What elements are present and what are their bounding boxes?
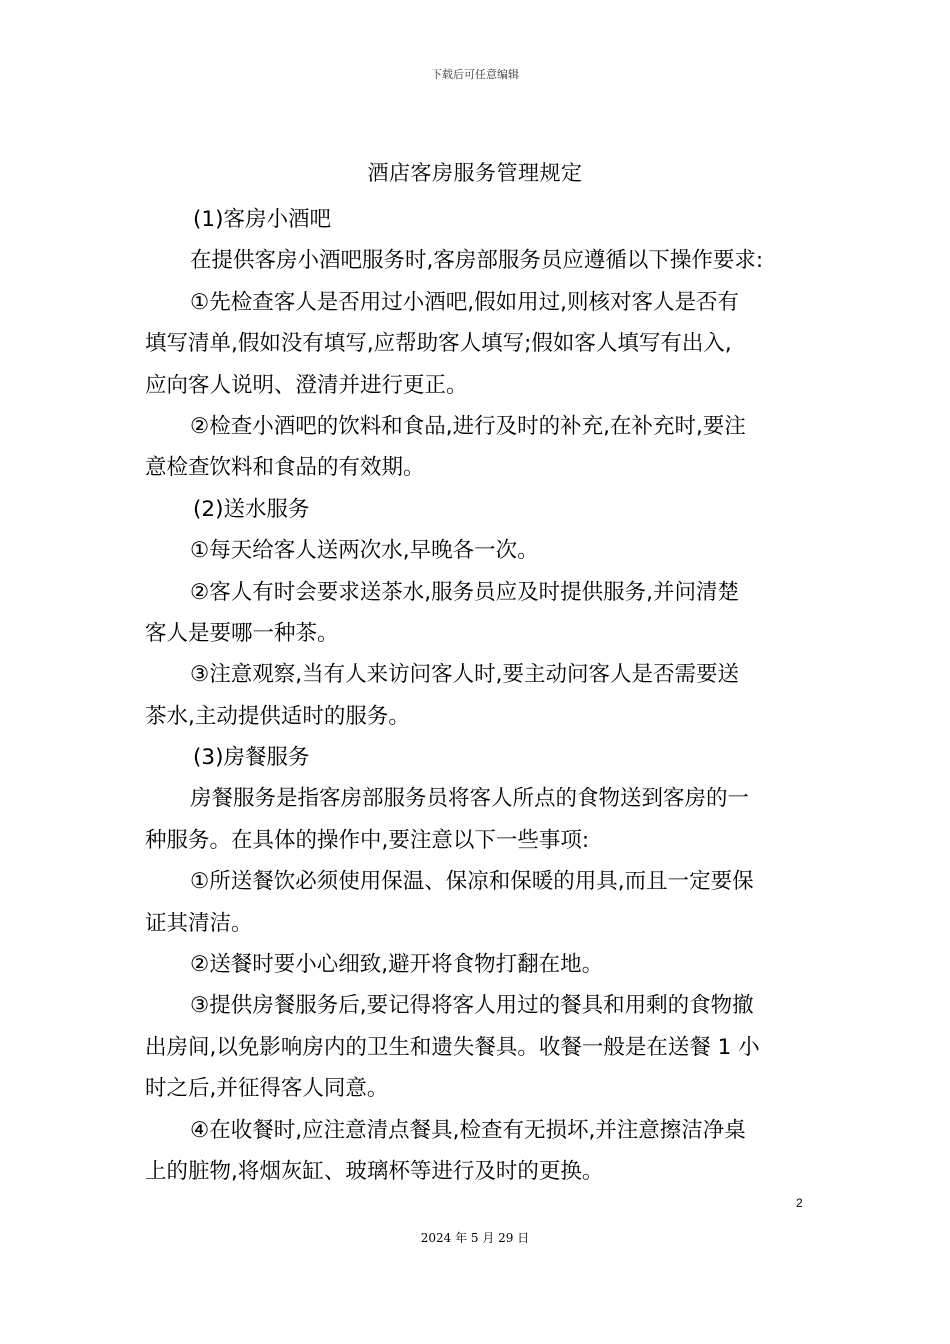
document-title: 酒店客房服务管理规定 bbox=[367, 161, 583, 185]
paragraph-line: ①所送餐饮必须使用保温、保凉和保暖的用具,而且一定要保 bbox=[190, 869, 754, 895]
paragraph-line: 应向客人说明、澄清并进行更正。 bbox=[145, 372, 468, 398]
paragraph-line: ②客人有时会要求送茶水,服务员应及时提供服务,并问清楚 bbox=[190, 579, 739, 605]
paragraph-line: 房餐服务是指客房部服务员将客人所点的食物送到客房的一 bbox=[190, 786, 750, 812]
paragraph-line: 时之后,并征得客人同意。 bbox=[145, 1076, 389, 1102]
header-note: 下载后可任意编辑 bbox=[431, 68, 519, 81]
footer-date: 2024 年 5 月 29 日 bbox=[420, 1231, 530, 1245]
paragraph-line: 意检查饮料和食品的有效期。 bbox=[145, 455, 425, 481]
paragraph-line: 种服务。在具体的操作中,要注意以下一些事项: bbox=[145, 827, 590, 853]
paragraph-line: 证其清洁。 bbox=[145, 910, 253, 936]
section-heading-water-service: (2)送水服务 bbox=[193, 496, 310, 522]
paragraph-line: 茶水,主动提供适时的服务。 bbox=[145, 703, 410, 729]
section-heading-minibar: (1)客房小酒吧 bbox=[193, 207, 331, 232]
document-body bbox=[145, 199, 807, 1192]
page-number: 2 bbox=[796, 1196, 803, 1210]
paragraph-line: 客人是要哪一种茶。 bbox=[145, 620, 339, 646]
paragraph-line: 出房间,以免影响房内的卫生和遗失餐具。收餐一般是在送餐 1 小 bbox=[145, 1034, 760, 1060]
paragraph-line: 在提供客房小酒吧服务时,客房部服务员应遵循以下操作要求: bbox=[190, 248, 764, 274]
paragraph-line: ②检查小酒吧的饮料和食品,进行及时的补充,在补充时,要注 bbox=[190, 413, 746, 439]
paragraph-line: ②送餐时要小心细致,避开将食物打翻在地。 bbox=[190, 952, 604, 978]
paragraph-line: ①先检查客人是否用过小酒吧,假如用过,则核对客人是否有 bbox=[190, 289, 739, 315]
paragraph-line: ①每天给客人送两次水,早晚各一次。 bbox=[190, 538, 539, 564]
paragraph-line: ④在收餐时,应注意清点餐具,检查有无损坏,并注意擦洁净桌 bbox=[190, 1117, 746, 1143]
paragraph-line: ③提供房餐服务后,要记得将客人用过的餐具和用剩的食物撤 bbox=[190, 993, 754, 1019]
section-heading-room-service: (3)房餐服务 bbox=[193, 745, 310, 771]
paragraph-line: ③注意观察,当有人来访问客人时,要主动问客人是否需要送 bbox=[190, 662, 739, 688]
paragraph-line: 填写清单,假如没有填写,应帮助客人填写;假如客人填写有出入, bbox=[145, 331, 732, 357]
paragraph-line: 上的脏物,将烟灰缸、玻璃杯等进行及时的更换。 bbox=[145, 1158, 604, 1184]
